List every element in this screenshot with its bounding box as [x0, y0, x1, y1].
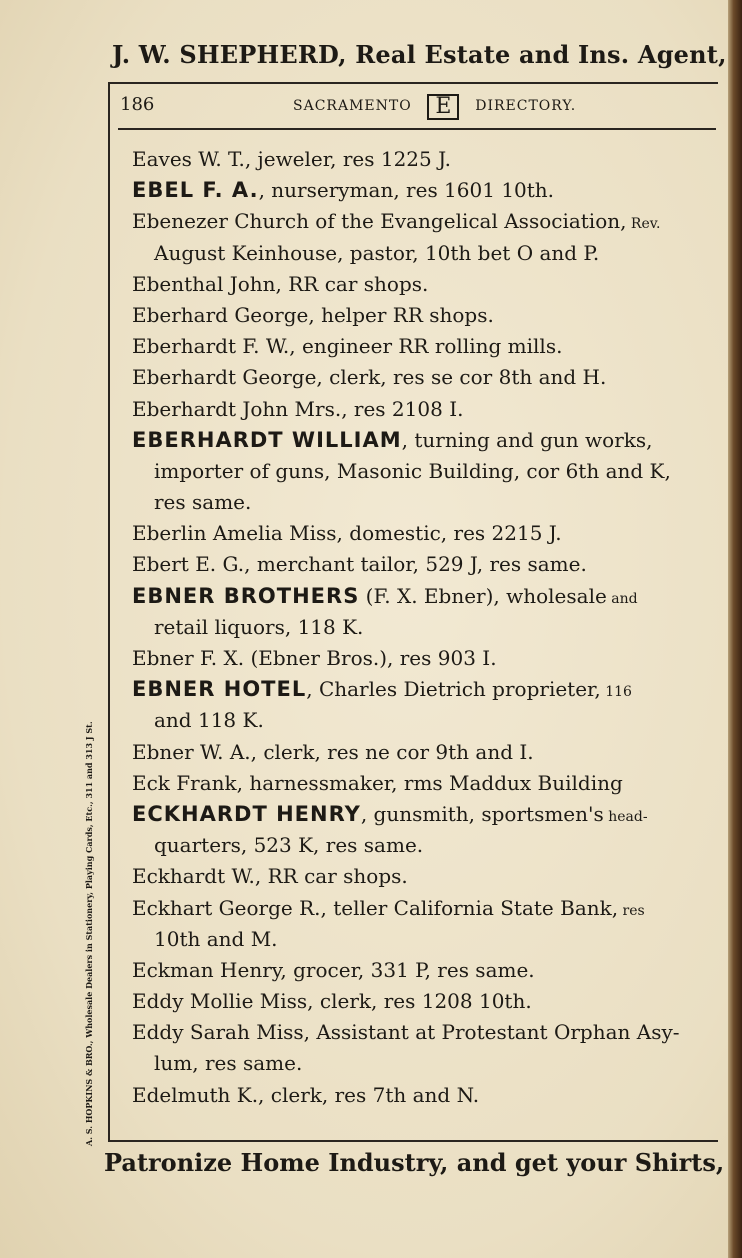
entry-text: , nurseryman, res 1601 10th.	[258, 178, 555, 203]
directory-entry-line	[132, 955, 718, 986]
directory-entry-line	[132, 394, 718, 425]
entry-text: Edelmuth K., clerk, res 7th and N.	[132, 1082, 480, 1107]
entry-bold-name: EBERHARDT WILLIAM	[132, 427, 402, 452]
directory-entry-line	[132, 269, 718, 300]
entry-text: (F. X. Ebner), wholesale	[359, 583, 607, 608]
entry-bold-name: EBNER BROTHERS	[132, 583, 360, 608]
page-binding-edge	[728, 0, 742, 1258]
bottom-advertisement: Patronize Home Industry, and get your Shirts,	[104, 1148, 725, 1177]
directory-entry-line	[132, 238, 718, 269]
directory-entry-line	[132, 362, 718, 393]
header-city: SACRAMENTO	[293, 98, 412, 114]
directory-entry-line	[132, 206, 718, 237]
entry-tail: head-	[603, 808, 648, 825]
directory-entry-line	[132, 799, 718, 830]
directory-entry-line	[132, 893, 718, 924]
directory-entry-line	[132, 487, 718, 518]
directory-entry-line	[132, 1017, 718, 1048]
directory-entry-line	[132, 830, 718, 861]
directory-entry-line	[132, 674, 718, 705]
entry-bold-name: EBEL F. A.	[132, 178, 259, 203]
entry-text: August Keinhouse, pastor, 10th bet O and P.	[154, 240, 600, 265]
directory-entry-line	[132, 300, 718, 331]
entry-text: Ebner F. X. (Ebner Bros.), res 903 I.	[132, 646, 497, 670]
entry-bold-name: EBNER HOTEL	[132, 677, 307, 702]
entry-text: Eaves W. T., jeweler, res 1225 J.	[132, 147, 451, 171]
entry-text: and 118 K.	[154, 708, 264, 733]
directory-entry-line	[132, 737, 718, 768]
directory-entry-line	[132, 518, 718, 549]
top-advertisement: J. W. SHEPHERD, Real Estate and Ins. Agent,	[112, 40, 727, 69]
entry-text: , turning and gun works,	[401, 427, 653, 452]
directory-entry-line	[132, 425, 718, 456]
header-rule	[118, 128, 716, 130]
entry-text: , gunsmith, sportsmen's	[360, 801, 604, 826]
entry-text: Ebert E. G., merchant tailor, 529 J, res same.	[132, 552, 587, 577]
entry-tail: res	[618, 902, 645, 919]
entry-text: Ebenthal John, RR car shops.	[132, 271, 429, 296]
directory-entry-line	[132, 456, 718, 487]
directory-entry-line	[132, 612, 718, 643]
entry-text: , Charles Dietrich proprieter,	[306, 677, 601, 702]
side-advertisement: A. S. HOPKINS & BRO., Wholesale Dealers in Stationery, Playing Cards, Etc., 311 and 313 J St.	[84, 721, 94, 1146]
entry-text: Eckhardt W., RR car shops.	[132, 864, 408, 889]
entry-text: retail liquors, 118 K.	[154, 614, 364, 639]
entry-text: Ebner W. A., clerk, res ne cor 9th and I.	[132, 739, 534, 764]
page-header	[118, 94, 708, 122]
entry-text: Eberlin Amelia Miss, domestic, res 2215 J.	[132, 521, 562, 546]
entry-text: Eberhardt John Mrs., res 2108 I.	[132, 396, 464, 421]
directory-entry-line	[132, 144, 718, 175]
header-title: DIRECTORY.	[475, 98, 577, 114]
entry-text: Eberhardt F. W., engineer RR rolling mills.	[132, 334, 563, 359]
directory-entry-line	[132, 986, 718, 1017]
entry-text: 10th and M.	[154, 926, 278, 951]
header-title-group	[293, 94, 576, 120]
directory-entry-line	[132, 1048, 718, 1079]
entry-text: importer of guns, Masonic Building, cor 6th and K,	[154, 458, 671, 483]
directory-entry-line	[132, 768, 718, 799]
page-number: 186	[120, 94, 155, 115]
entry-text: Eckhart George R., teller California State Bank,	[132, 895, 619, 920]
entry-text: Eddy Sarah Miss, Assistant at Protestant Orphan Asy-	[132, 1020, 680, 1045]
side-advertisement-container	[70, 66, 108, 1146]
entry-text: lum, res same.	[154, 1051, 303, 1076]
directory-entry-line	[132, 861, 718, 892]
entry-bold-name: ECKHARDT HENRY	[132, 801, 361, 826]
entry-text: Ebenezer Church of the Evangelical Association,	[132, 209, 627, 234]
entry-text: res same.	[154, 490, 252, 515]
entry-text: Eberhardt George, clerk, res se cor 8th and H.	[132, 365, 607, 390]
directory-entry-line	[132, 1080, 718, 1111]
directory-entry-line	[132, 705, 718, 736]
directory-entries	[132, 144, 718, 1111]
directory-entry-line	[132, 581, 718, 612]
directory-entry-line	[132, 175, 718, 206]
directory-entry-line	[132, 331, 718, 362]
section-letter: E	[427, 94, 459, 120]
entry-text: Eck Frank, harnessmaker, rms Maddux Building	[132, 770, 623, 795]
directory-entry-line	[132, 924, 718, 955]
entry-tail: Rev.	[626, 216, 661, 233]
entry-text: Eddy Mollie Miss, clerk, res 1208 10th.	[132, 989, 532, 1014]
entry-tail: and	[606, 590, 638, 607]
entry-tail: 116	[600, 684, 632, 701]
directory-entry-line	[132, 643, 718, 674]
directory-entry-line	[132, 549, 718, 580]
entry-text: quarters, 523 K, res same.	[154, 833, 424, 858]
entry-text: Eckman Henry, grocer, 331 P, res same.	[132, 957, 535, 982]
entry-text: Eberhard George, helper RR shops.	[132, 302, 494, 327]
